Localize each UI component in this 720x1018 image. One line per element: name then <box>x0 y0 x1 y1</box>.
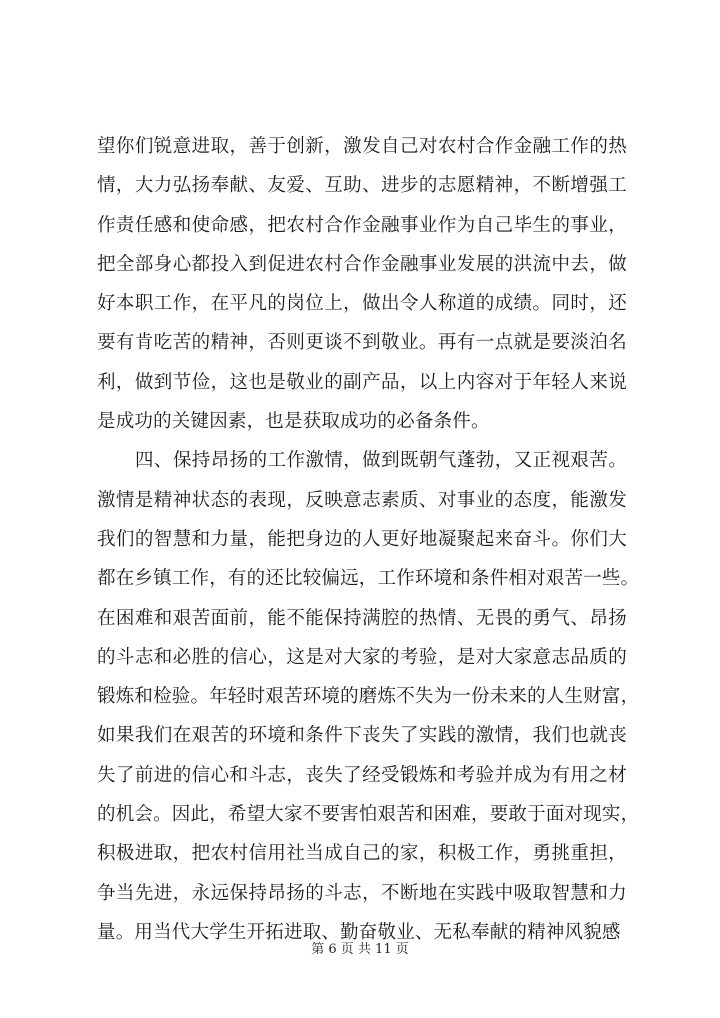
text-line: 利，做到节俭，这也是敬业的副产品，以上内容对于年轻人来说 <box>97 371 627 393</box>
text-line: 好本职工作，在平凡的岗位上，做出令人称道的成绩。同时，还 <box>97 293 627 315</box>
text-line: 在困难和艰苦面前，能不能保持满腔的热情、无畏的勇气、昂扬 <box>97 607 627 629</box>
text-line: 是成功的关键因素，也是获取成功的必备条件。 <box>97 411 490 433</box>
text-line: 量。用当代大学生开拓进取、勤奋敬业、无私奉献的精神风貌感 <box>97 921 621 943</box>
text-line: 激情是精神状态的表现，反映意志素质、对事业的态度，能激发 <box>97 489 627 511</box>
text-line: 要有肯吃苦的精神，否则更谈不到敬业。再有一点就是要淡泊名 <box>97 332 627 354</box>
text-line: 我们的智慧和力量，能把身边的人更好地凝聚起来奋斗。你们大 <box>97 528 627 550</box>
text-line: 把全部身心都投入到促进农村合作金融事业发展的洪流中去，做 <box>97 253 627 275</box>
text-line: 望你们锐意进取，善于创新，激发自己对农村合作金融工作的热 <box>97 136 627 157</box>
text-line: 争当先进，永远保持昂扬的斗志，不断地在实践中吸取智慧和力 <box>97 882 627 904</box>
page-number-footer: 第 6 页 共 11 页 <box>311 942 409 957</box>
text-line: 的机会。因此，希望大家不要害怕艰苦和困难，要敢于面对现实， <box>97 804 640 826</box>
text-line: 如果我们在艰苦的环境和条件下丧失了实践的激情，我们也就丧 <box>97 725 627 747</box>
text-line: 失了前进的信心和斗志，丧失了经受锻炼和考验并成为有用之材 <box>97 764 627 786</box>
text-line: 的斗志和必胜的信心，这是对大家的考验，是对大家意志品质的 <box>97 646 627 668</box>
text-line: 情，大力弘扬奉献、友爱、互助、进步的志愿精神，不断增强工 <box>97 175 627 197</box>
text-line: 锻炼和检验。年轻时艰苦环境的磨炼不失为一份未来的人生财富， <box>97 686 640 708</box>
text-line: 都在乡镇工作，有的还比较偏远，工作环境和条件相对艰苦一些。 <box>97 568 640 590</box>
body-text <box>97 127 640 952</box>
text-line: 积极进取，把农村信用社当成自己的家，积极工作，勇挑重担， <box>97 843 627 865</box>
text-line: 作责任感和使命感，把农村合作金融事业作为自己毕生的事业， <box>97 214 627 236</box>
section-heading-line: 四、保持昂扬的工作激情，做到既朝气蓬勃，又正视艰苦。 <box>135 450 627 472</box>
